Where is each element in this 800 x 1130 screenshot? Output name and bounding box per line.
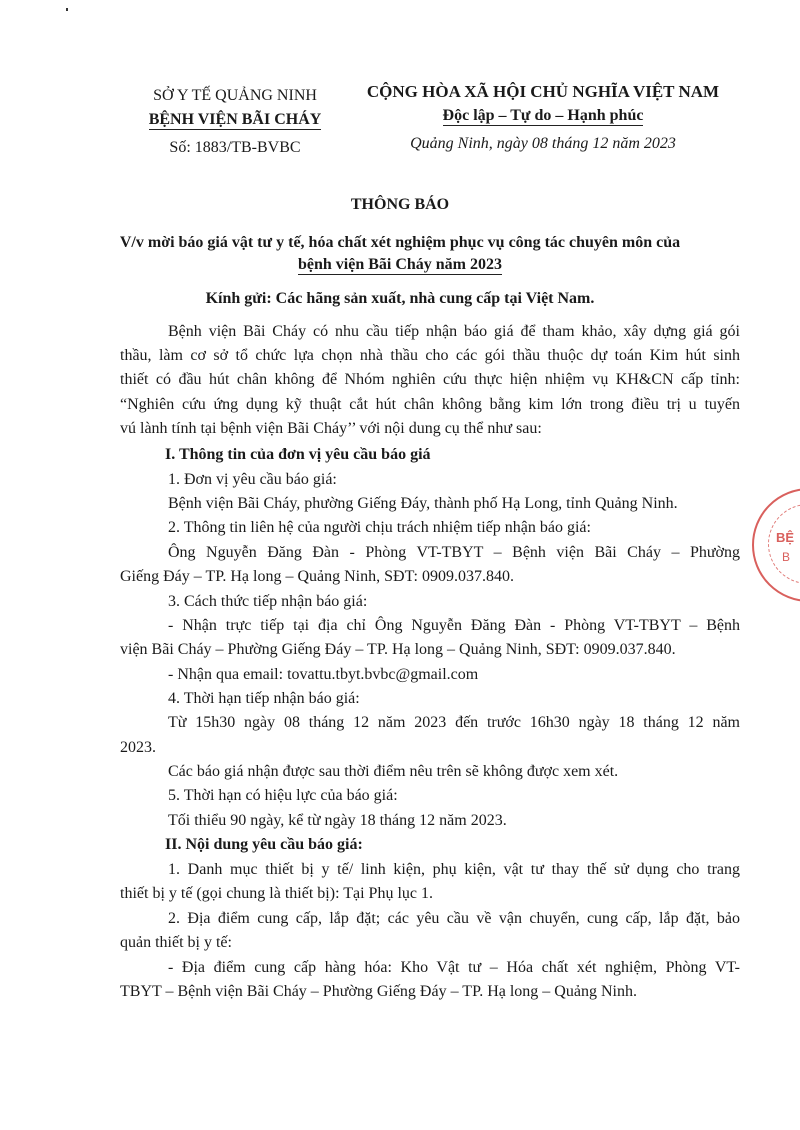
subject-line-2: bệnh viện Bãi Cháy năm 2023: [297, 256, 503, 273]
section-1-item-3-direct-1: - Nhận trực tiếp tại địa chỉ Ông Nguyễn Đăng Đàn - Phòng VT-TBYT – Bệnh: [168, 617, 740, 634]
intro-line-5: vú lành tính tại bệnh viện Bãi Cháy’’ với nội dung cụ thể như sau:: [120, 420, 542, 437]
document-title: THÔNG BÁO: [350, 196, 450, 213]
scan-speck: [66, 8, 68, 11]
section-1-item-2-value-2: Giếng Đáy – TP. Hạ long – Quảng Ninh, SĐT: 0909.037.840.: [120, 568, 514, 585]
recipient-line: Kính gửi: Các hãng sản xuất, nhà cung cấp tại Việt Nam.: [205, 290, 595, 307]
section-1-item-1-value: Bệnh viện Bãi Cháy, phường Giếng Đáy, thành phố Hạ Long, tỉnh Quảng Ninh.: [168, 495, 678, 512]
seal-text-2: B: [782, 550, 791, 564]
intro-line-4: “Nghiên cứu ứng dụng kỹ thuật cắt hút chân không bằng kim lớn trong điều trị u tuyến: [120, 396, 740, 413]
national-header: [348, 80, 738, 156]
section-2-item-1-line-1: 1. Danh mục thiết bị y tế/ linh kiện, phụ kiện, vật tư thay thế sử dụng cho trang: [168, 861, 740, 878]
nation-name: CỘNG HÒA XÃ HỘI CHỦ NGHĨA VIỆT NAM: [366, 82, 720, 101]
section-2-item-2-line-2: quản thiết bị y tế:: [120, 934, 232, 951]
subject-line-1: V/v mời báo giá vật tư y tế, hóa chất xét nghiệm phục vụ công tác chuyên môn của: [119, 234, 681, 251]
intro-line-2: thầu, làm cơ sở tổ chức lựa chọn nhà thầu cho các gói thầu thuộc dự toán Kim hút sinh: [120, 347, 740, 364]
section-1-item-5: 5. Thời hạn có hiệu lực của báo giá:: [168, 787, 398, 804]
seal-text-1: BỆ: [776, 530, 795, 545]
issuer-department: SỞ Y TẾ QUẢNG NINH: [153, 87, 317, 104]
section-1-item-4: 4. Thời hạn tiếp nhận báo giá:: [168, 690, 360, 707]
section-1-item-4-value-2: 2023.: [120, 739, 156, 756]
section-1-item-4-value-1: Từ 15h30 ngày 08 tháng 12 năm 2023 đến trước 16h30 ngày 18 tháng 12 năm: [168, 714, 740, 731]
section-1-item-3-email: - Nhận qua email: tovattu.tbyt.bvbc@gmail.com: [168, 666, 479, 683]
intro-line-3: thiết có đầu hút chân không để Nhóm nghiên cứu thực hiện nhiệm vụ KH&CN cấp tỉnh:: [120, 371, 740, 388]
section-2-location-line-1: - Địa điểm cung cấp hàng hóa: Kho Vật tư – Hóa chất xét nghiệm, Phòng VT-: [168, 959, 740, 976]
section-2-location-line-2: TBYT – Bệnh viện Bãi Cháy – Phường Giếng Đáy – TP. Hạ long – Quảng Ninh.: [120, 983, 637, 1000]
section-2-heading: II. Nội dung yêu cầu báo giá:: [165, 836, 363, 853]
section-1-item-2: 2. Thông tin liên hệ của người chịu trách nhiệm tiếp nhận báo giá:: [168, 519, 591, 536]
section-1-item-3-direct-2: viện Bãi Cháy – Phường Giếng Đáy – TP. Hạ long – Quảng Ninh, SĐT: 0909.037.840.: [120, 641, 676, 658]
section-1-item-2-value-1: Ông Nguyễn Đăng Đàn - Phòng VT-TBYT – Bệnh viện Bãi Cháy – Phường: [168, 544, 740, 561]
issuer-hospital: BỆNH VIỆN BÃI CHÁY: [148, 111, 322, 128]
section-1-item-4-note: Các báo giá nhận được sau thời điểm nêu trên sẽ không được xem xét.: [168, 763, 619, 780]
section-1-item-3: 3. Cách thức tiếp nhận báo giá:: [168, 593, 368, 610]
national-motto: Độc lập – Tự do – Hạnh phúc: [442, 107, 644, 124]
section-2-item-2-line-1: 2. Địa điểm cung cấp, lắp đặt; các yêu cầu về vận chuyển, cung cấp, lắp đặt, bảo: [168, 910, 740, 927]
section-1-item-5-value: Tối thiểu 90 ngày, kể từ ngày 18 tháng 12 năm 2023.: [168, 812, 507, 829]
section-2-item-1-line-2: thiết bị y tế (gọi chung là thiết bị): Tại Phụ lục 1.: [120, 885, 433, 902]
intro-line-1: Bệnh viện Bãi Cháy có nhu cầu tiếp nhận báo giá để tham khảo, xây dựng giá gói: [168, 323, 740, 340]
document-date: Quảng Ninh, ngày 08 tháng 12 năm 2023: [410, 135, 676, 152]
issuer-block: [120, 84, 350, 160]
section-1-heading: I. Thông tin của đơn vị yêu cầu báo giá: [165, 446, 431, 463]
section-1-item-1: 1. Đơn vị yêu cầu báo giá:: [168, 471, 337, 488]
document-number: Số: 1883/TB-BVBC: [169, 139, 301, 156]
